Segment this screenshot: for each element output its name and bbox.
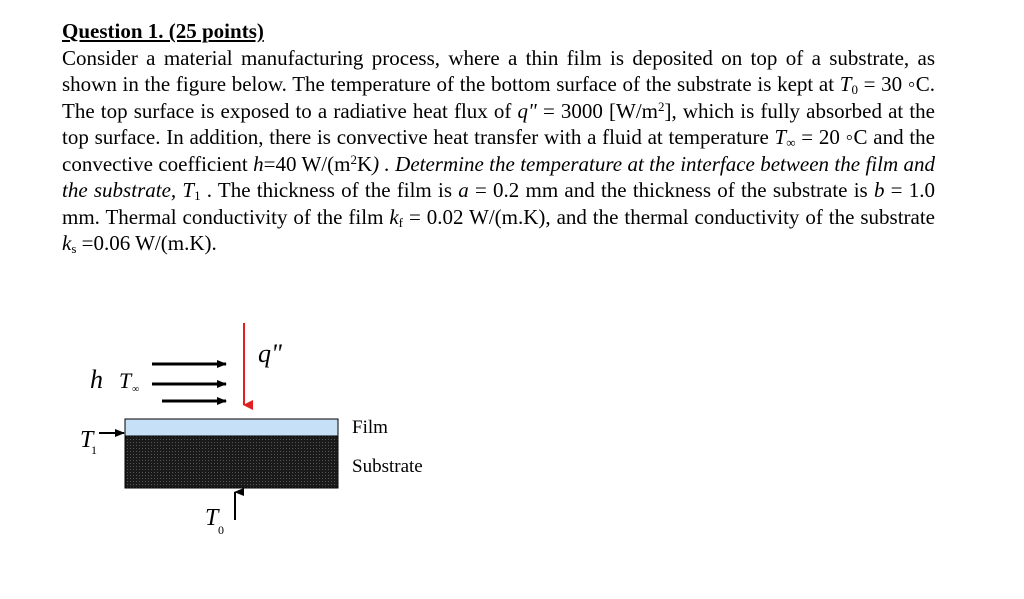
- text-seg: K: [356, 151, 373, 176]
- symbol-Tinf: T: [774, 125, 787, 149]
- film-label: Film: [352, 417, 388, 438]
- substrate-label: Substrate: [352, 456, 423, 477]
- symbol-b: b: [873, 178, 885, 202]
- text-seg: ], which is fully absorbed at the top surface. In addition, there is convective heat transfer with a fluid at temperature: [62, 98, 935, 149]
- superscript-2: 2: [658, 98, 665, 114]
- symbol-kf: k: [389, 204, 399, 229]
- q-flux-label: q": [258, 339, 282, 368]
- symbol-q: q": [517, 98, 537, 123]
- convection-arrows: [152, 364, 226, 401]
- film-layer: [125, 419, 338, 436]
- text-seg: ) . Determine the temperature at the interface between the film and the substrate,: [62, 151, 936, 202]
- text-seg: . The thickness of the film is: [200, 178, 459, 202]
- symbol-T1-sub: 1: [194, 188, 201, 203]
- text-seg: =0.06 W/(m.K).: [76, 231, 217, 255]
- substrate-layer: [125, 436, 338, 488]
- symbol-T0-sub: 0: [851, 82, 858, 97]
- T-inf-subscript: ∞: [132, 384, 140, 395]
- symbol-ks: k: [62, 231, 72, 255]
- symbol-kf-sub: f: [398, 214, 404, 230]
- T0-label: T: [205, 505, 219, 531]
- h-label: h: [90, 365, 103, 394]
- symbol-h: h: [253, 151, 264, 176]
- symbol-T1: T: [182, 178, 195, 202]
- superscript-2: 2: [350, 151, 357, 167]
- text-seg: =40 W/(m: [263, 151, 351, 176]
- text-seg: = 20 ◦C and the convective coefficient: [62, 125, 935, 176]
- symbol-ks-sub: s: [71, 241, 77, 256]
- text-seg: = 30 ◦C. The top surface is exposed to a radiative heat flux of: [62, 72, 936, 123]
- question-title: Question 1. (25 points): [62, 19, 264, 43]
- text-seg: Consider a material manufacturing process, where a thin film is deposited on top of a substrate, as shown in the figure below. The temperature of the bottom surface of the substrate is kept at: [62, 45, 935, 96]
- T1-label: T: [80, 427, 94, 453]
- symbol-Tinf-sub: ∞: [786, 135, 796, 150]
- text-seg: = 3000 [W/m: [536, 98, 658, 123]
- T0-subscript: 0: [218, 523, 224, 537]
- symbol-T0: T: [839, 72, 852, 96]
- text-seg: = 1.0 mm. Thermal conductivity of the film: [62, 178, 936, 229]
- symbol-a: a: [458, 178, 469, 202]
- text-seg: = 0.02 W/(m.K), and the thermal conductivity of the substrate: [403, 204, 935, 229]
- text-seg: = 0.2 mm and the thickness of the substrate is: [468, 178, 874, 202]
- T-inf-label: T: [119, 368, 132, 393]
- T1-subscript: 1: [91, 443, 97, 457]
